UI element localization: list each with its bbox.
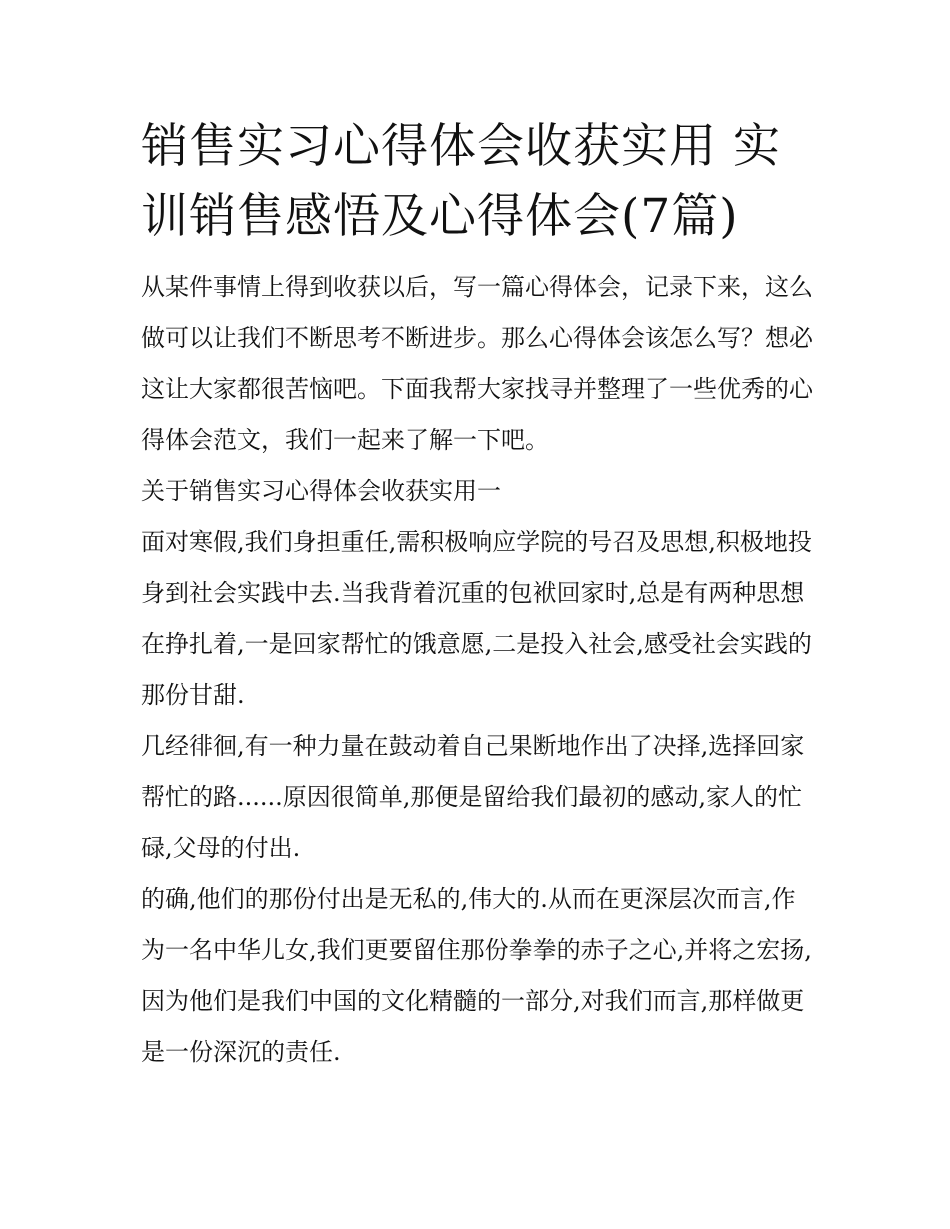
document-page <box>141 112 813 1078</box>
intro-paragraph: 从某件事情上得到收获以后，写一篇心得体会，记录下来，这么做可以让我们不断思考不断进步。那么心得体会该怎么写？想必这让大家都很苦恼吧。下面我帮大家找寻并整理了一些优秀的心得体会范文，我们一起来了解一下吧。 <box>141 273 813 454</box>
body-paragraph: 几经徘徊,有一种力量在鼓动着自己果断地作出了决择,选择回家帮忙的路......原因很简单,那便是留给我们最初的感动,家人的忙碌,父母的付出. <box>141 732 805 862</box>
body-paragraph: 的确,他们的那份付出是无私的,伟大的.从而在更深层次而言,作为一名中华儿女,我们更要留住那份拳拳的赤子之心,并将之宏扬,因为他们是我们中国的文化精髓的一部分,对我们而言,那样做更是一份深沉的责任. <box>141 885 812 1066</box>
section-heading: 关于销售实习心得体会收获实用一 <box>141 477 501 505</box>
document-title: 销售实习心得体会收获实用 实训销售感悟及心得体会(7篇) <box>141 119 781 244</box>
body-paragraph: 面对寒假,我们身担重任,需积极响应学院的号召及思想,积极地投身到社会实践中去.当我背着沉重的包袱回家时,总是有两种思想在挣扎着,一是回家帮忙的饿意愿,二是投入社会,感受社会实践的那份甘甜. <box>141 528 812 709</box>
